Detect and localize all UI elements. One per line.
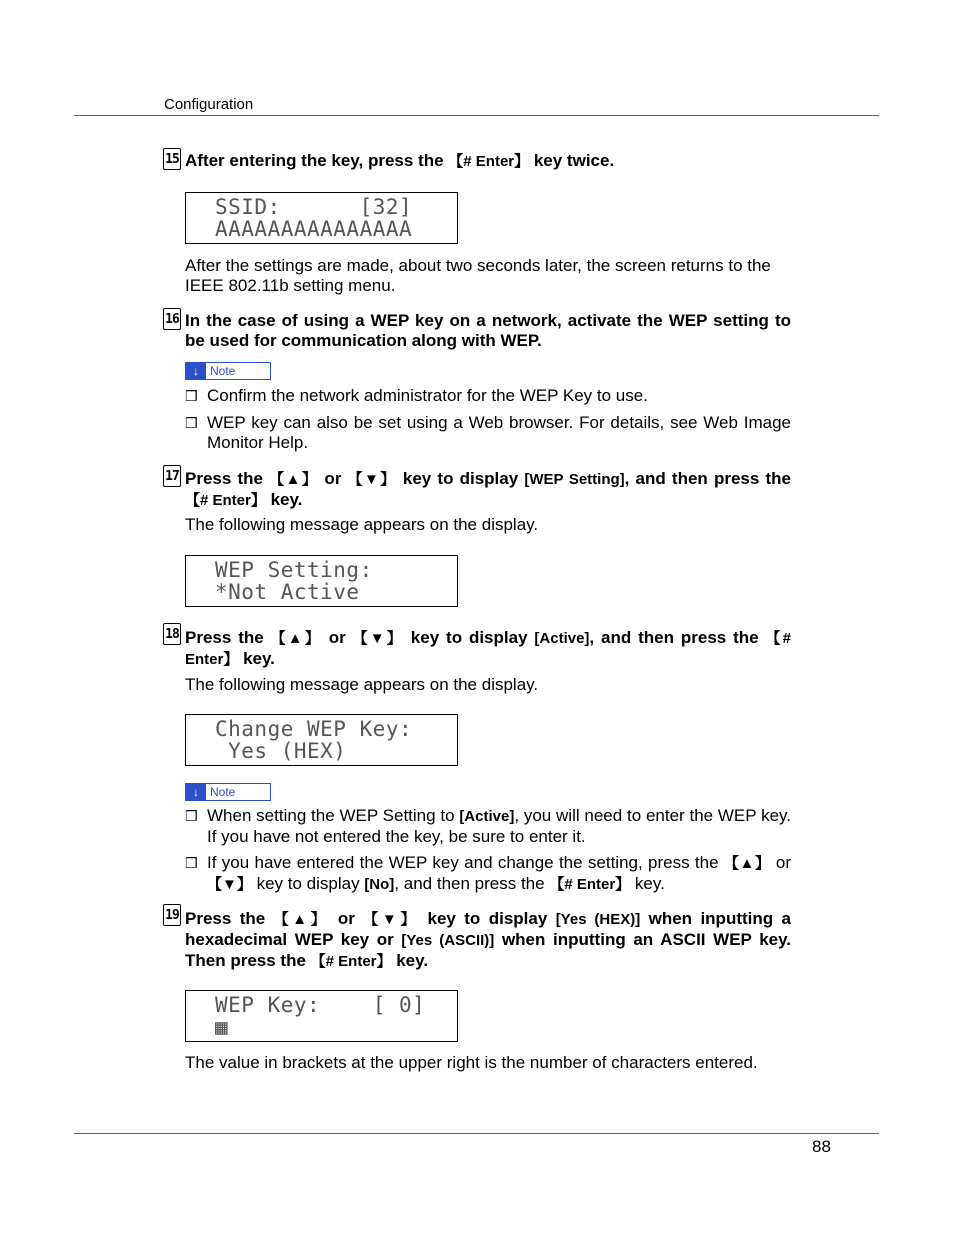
footer-rule — [74, 1133, 879, 1134]
running-header: Configuration — [164, 96, 254, 113]
step-instruction: Press the 【▲】 or 【▼】 key to display [WEP Setting], and then press the 【# Enter】 key. — [185, 469, 791, 509]
lcd-display: SSID: [32] AAAAAAAAAAAAAAA — [185, 192, 458, 244]
checkbox-bullet-icon: ❒ — [185, 388, 198, 404]
step-instruction: After entering the key, press the 【# Enter】 key twice. — [185, 151, 615, 170]
checkbox-bullet-icon: ❒ — [185, 855, 198, 871]
down-arrow-icon: ↓ — [186, 784, 206, 800]
step-instruction: Press the 【▲】 or 【▼】 key to display [Active], and then press the 【# Enter】 key. — [185, 628, 791, 668]
page-number: 88 — [812, 1137, 831, 1156]
note-item: ❒ Confirm the network administrator for the WEP Key to use. — [185, 386, 648, 405]
note-item: ❒ When setting the WEP Setting to [Active], you will need to enter the WEP key. If you have not entered the key, be sure to enter it. — [185, 806, 791, 846]
note-item: ❒ WEP key can also be set using a Web browser. For details, see Web Image Monitor Help. — [185, 413, 791, 452]
step-instruction: In the case of using a WEP key on a network, activate the WEP setting to be used for communication along with WEP. — [185, 311, 791, 350]
step-number: 15 — [163, 148, 181, 170]
step-number: 19 — [163, 904, 181, 926]
header-rule — [74, 115, 879, 116]
paragraph: The following message appears on the display. — [185, 675, 539, 694]
lcd-display: WEP Setting: *Not Active — [185, 555, 458, 607]
down-arrow-icon: ↓ — [186, 363, 206, 379]
paragraph: The value in brackets at the upper right is the number of characters entered. — [185, 1053, 758, 1072]
paragraph: After the settings are made, about two seconds later, the screen returns to the IEEE 802.11b setting menu. — [185, 256, 771, 295]
step-instruction: Press the 【▲】 or 【▼】 key to display [Yes (HEX)] when inputting a hexadecimal WEP key or [Yes (ASCII)] when inputting an ASCII WEP key. Then press the 【# Enter】 key. — [185, 909, 792, 970]
note-badge: ↓ Note — [185, 362, 271, 380]
step-number: 16 — [163, 308, 181, 330]
step-number: 17 — [163, 465, 181, 487]
checkbox-bullet-icon: ❒ — [185, 415, 198, 431]
enter-key-label: 【# Enter】 — [448, 153, 530, 170]
lcd-display: Change WEP Key: Yes (HEX) — [185, 714, 458, 766]
step-number: 18 — [163, 623, 181, 645]
note-item: ❒ If you have entered the WEP key and change the setting, press the 【▲】 or 【▼】 key to display [No], and then press the 【# Enter】 key. — [185, 853, 791, 893]
lcd-display: WEP Key: [ 0] ▦ — [185, 990, 458, 1042]
checkbox-bullet-icon: ❒ — [185, 808, 198, 824]
note-badge: ↓ Note — [185, 783, 271, 801]
paragraph: The following message appears on the display. — [185, 515, 539, 534]
